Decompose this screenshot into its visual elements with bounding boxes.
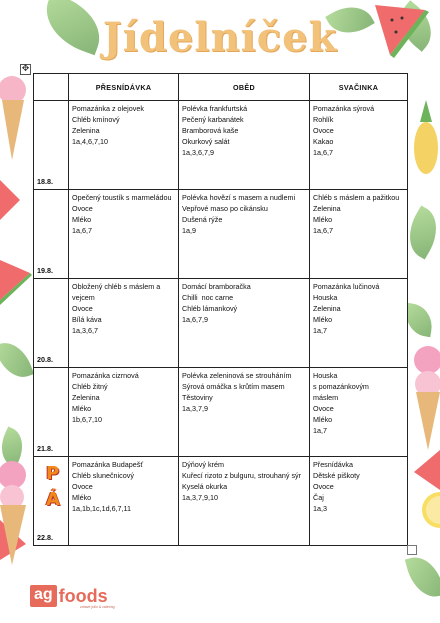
allergen-codes: 1b,6,7,10 xyxy=(72,415,102,424)
menu-item: Mléko xyxy=(72,215,92,224)
menu-item: s pomazánkovým xyxy=(313,382,369,391)
date-label: 19.8. xyxy=(37,266,53,275)
snack1-cell xyxy=(69,457,179,546)
date-label: 22.8. xyxy=(37,533,53,542)
ice-cream-decoration xyxy=(410,340,440,450)
allergen-codes: 1a,3,6,7 xyxy=(72,326,98,335)
snack1-cell xyxy=(69,368,179,457)
menu-item: Pomazánka z olejovek xyxy=(72,104,144,113)
lunch-cell xyxy=(179,190,310,279)
allergen-codes: 1a,6,7 xyxy=(313,226,333,235)
table-row xyxy=(34,368,408,457)
menu-item: Dušená rýže xyxy=(182,215,223,224)
header-lunch: OBĚD xyxy=(179,74,310,101)
date-cell xyxy=(34,457,69,546)
date-cell xyxy=(34,368,69,457)
menu-item: Houska xyxy=(313,293,338,302)
allergen-codes: 1a,6,7,9 xyxy=(182,315,208,324)
menu-item: Chléb kmínový xyxy=(72,115,120,124)
menu-item: Mléko xyxy=(72,493,92,502)
menu-item: Dětské piškoty xyxy=(313,471,360,480)
menu-item: Sýrová omáčka s krůtím masem xyxy=(182,382,285,391)
snack2-cell xyxy=(310,368,408,457)
menu-item: Polévka hovězí s masem a nudlemi xyxy=(182,193,296,202)
logo-ag: ag xyxy=(30,585,57,607)
watermelon-decoration xyxy=(0,255,32,305)
menu-item: Polévka zeleninová se strouháním xyxy=(182,371,292,380)
menu-item: Chléb s máslem a pažitkou xyxy=(313,193,400,202)
lemon-decoration xyxy=(418,490,440,530)
logo-tagline: zdravé jídlo & catering xyxy=(80,605,115,609)
table-row xyxy=(34,457,408,546)
allergen-codes: 1a,9 xyxy=(182,226,196,235)
allergen-codes: 1a,3 xyxy=(313,504,327,513)
menu-item: Kuřecí rizoto z bulguru, strouhaný sýr xyxy=(182,471,302,480)
snack2-cell xyxy=(310,101,408,190)
menu-item: Vepřové maso po cikánsku xyxy=(182,204,268,213)
menu-item: Těstoviny xyxy=(182,393,213,402)
menu-item: Bílá káva xyxy=(72,315,102,324)
allergen-codes: 1a,7 xyxy=(313,326,327,335)
snack2-cell xyxy=(310,279,408,368)
date-label: 21.8. xyxy=(37,444,53,453)
date-label: 18.8. xyxy=(37,177,53,186)
date-cell xyxy=(34,101,69,190)
menu-item: Ovoce xyxy=(72,204,93,213)
pineapple-decoration xyxy=(412,100,440,180)
menu-table xyxy=(33,73,408,546)
menu-item: Ovoce xyxy=(72,482,93,491)
menu-item: Pečený karbanátek xyxy=(182,115,244,124)
menu-item: Mléko xyxy=(72,404,92,413)
snack2-cell xyxy=(310,190,408,279)
lunch-cell xyxy=(179,368,310,457)
menu-item: Chléb slunečnicový xyxy=(72,471,134,480)
menu-item: Chléb žitný xyxy=(72,382,108,391)
lunch-cell xyxy=(179,101,310,190)
lunch-cell xyxy=(179,457,310,546)
agfoods-logo xyxy=(30,585,115,609)
menu-item: Chilli noc carne xyxy=(182,293,234,302)
snack2-cell[interactable] xyxy=(310,457,408,546)
table-row xyxy=(34,279,408,368)
menu-item: Kyselá okurka xyxy=(182,482,228,491)
menu-item: Chléb lámankový xyxy=(182,304,238,313)
menu-item: Dýňový krém xyxy=(182,460,224,469)
table-move-handle-icon[interactable]: ✥ xyxy=(21,64,30,74)
menu-item: Rohlík xyxy=(313,115,334,124)
menu-item: Přesnídávka xyxy=(313,460,353,469)
day-mark-letter: P xyxy=(46,463,60,484)
menu-item: Bramborová kaše xyxy=(182,126,239,135)
menu-item: Zelenina xyxy=(313,204,341,213)
menu-item: Pomazánka Budapešť xyxy=(72,460,144,469)
menu-item: Ovoce xyxy=(313,482,334,491)
table-row xyxy=(34,101,408,190)
day-mark-letter: Á xyxy=(46,489,60,510)
allergen-codes: 1a,1b,1c,1d,6,7,11 xyxy=(72,504,132,513)
leaf-decoration xyxy=(0,336,34,383)
snack1-cell xyxy=(69,190,179,279)
menu-item: Pomazánka cizrnová xyxy=(72,371,139,380)
allergen-codes: 1a,4,6,7,10 xyxy=(72,137,108,146)
menu-item: Kakao xyxy=(313,137,334,146)
allergen-codes: 1a,3,7,9 xyxy=(182,404,208,413)
menu-item: Polévka frankfurtská xyxy=(182,104,248,113)
menu-item: Mléko xyxy=(313,415,333,424)
menu-item: Ovoce xyxy=(313,126,334,135)
lunch-cell xyxy=(179,279,310,368)
menu-item: Obložený chléb s máslem a vejcem xyxy=(72,282,161,302)
snack1-cell xyxy=(69,279,179,368)
watermelon-decoration xyxy=(414,450,440,490)
allergen-codes: 1a,7 xyxy=(313,426,327,435)
menu-item: Pomazánka sýrová xyxy=(313,104,375,113)
page-title: Jídelníček xyxy=(102,14,338,61)
snack1-cell xyxy=(69,101,179,190)
allergen-codes: 1a,3,6,7,9 xyxy=(182,148,214,157)
menu-item: Ovoce xyxy=(313,404,334,413)
header-date xyxy=(34,74,69,101)
header-snack1: PŘESNÍDÁVKA xyxy=(69,74,179,101)
menu-item: Ovoce xyxy=(72,304,93,313)
menu-item: Opečený toustík s marmeládou xyxy=(72,193,172,202)
menu-item: Čaj xyxy=(313,493,324,502)
allergen-codes: 1a,3,7,9,10 xyxy=(182,493,218,502)
menu-item: Pomazánka lučinová xyxy=(313,282,380,291)
menu-item: Okurkový salát xyxy=(182,137,230,146)
menu-item: Domácí bramboračka xyxy=(182,282,251,291)
menu-item: Mléko xyxy=(313,215,333,224)
allergen-codes: 1a,6,7 xyxy=(72,226,92,235)
logo-foods: foods xyxy=(58,585,108,606)
date-label: 20.8. xyxy=(37,355,53,364)
leaf-decoration xyxy=(405,552,440,602)
menu-item: Zelenina xyxy=(313,304,341,313)
table-resize-handle[interactable] xyxy=(407,545,417,555)
date-cell xyxy=(34,279,69,368)
menu-item: Zelenina xyxy=(72,126,100,135)
day-mark xyxy=(46,461,60,513)
header-snack2: SVAČINKA xyxy=(310,74,408,101)
watermelon-decoration xyxy=(0,180,22,220)
menu-item: Zelenina xyxy=(72,393,100,402)
menu-item: máslem xyxy=(313,393,339,402)
date-cell xyxy=(34,190,69,279)
ice-cream-decoration xyxy=(0,70,30,160)
table-row xyxy=(34,190,408,279)
ice-cream-decoration xyxy=(0,455,30,565)
header-row xyxy=(34,74,408,101)
menu-item: Mléko xyxy=(313,315,333,324)
allergen-codes: 1a,6,7 xyxy=(313,148,333,157)
menu-item: Houska xyxy=(313,371,338,380)
